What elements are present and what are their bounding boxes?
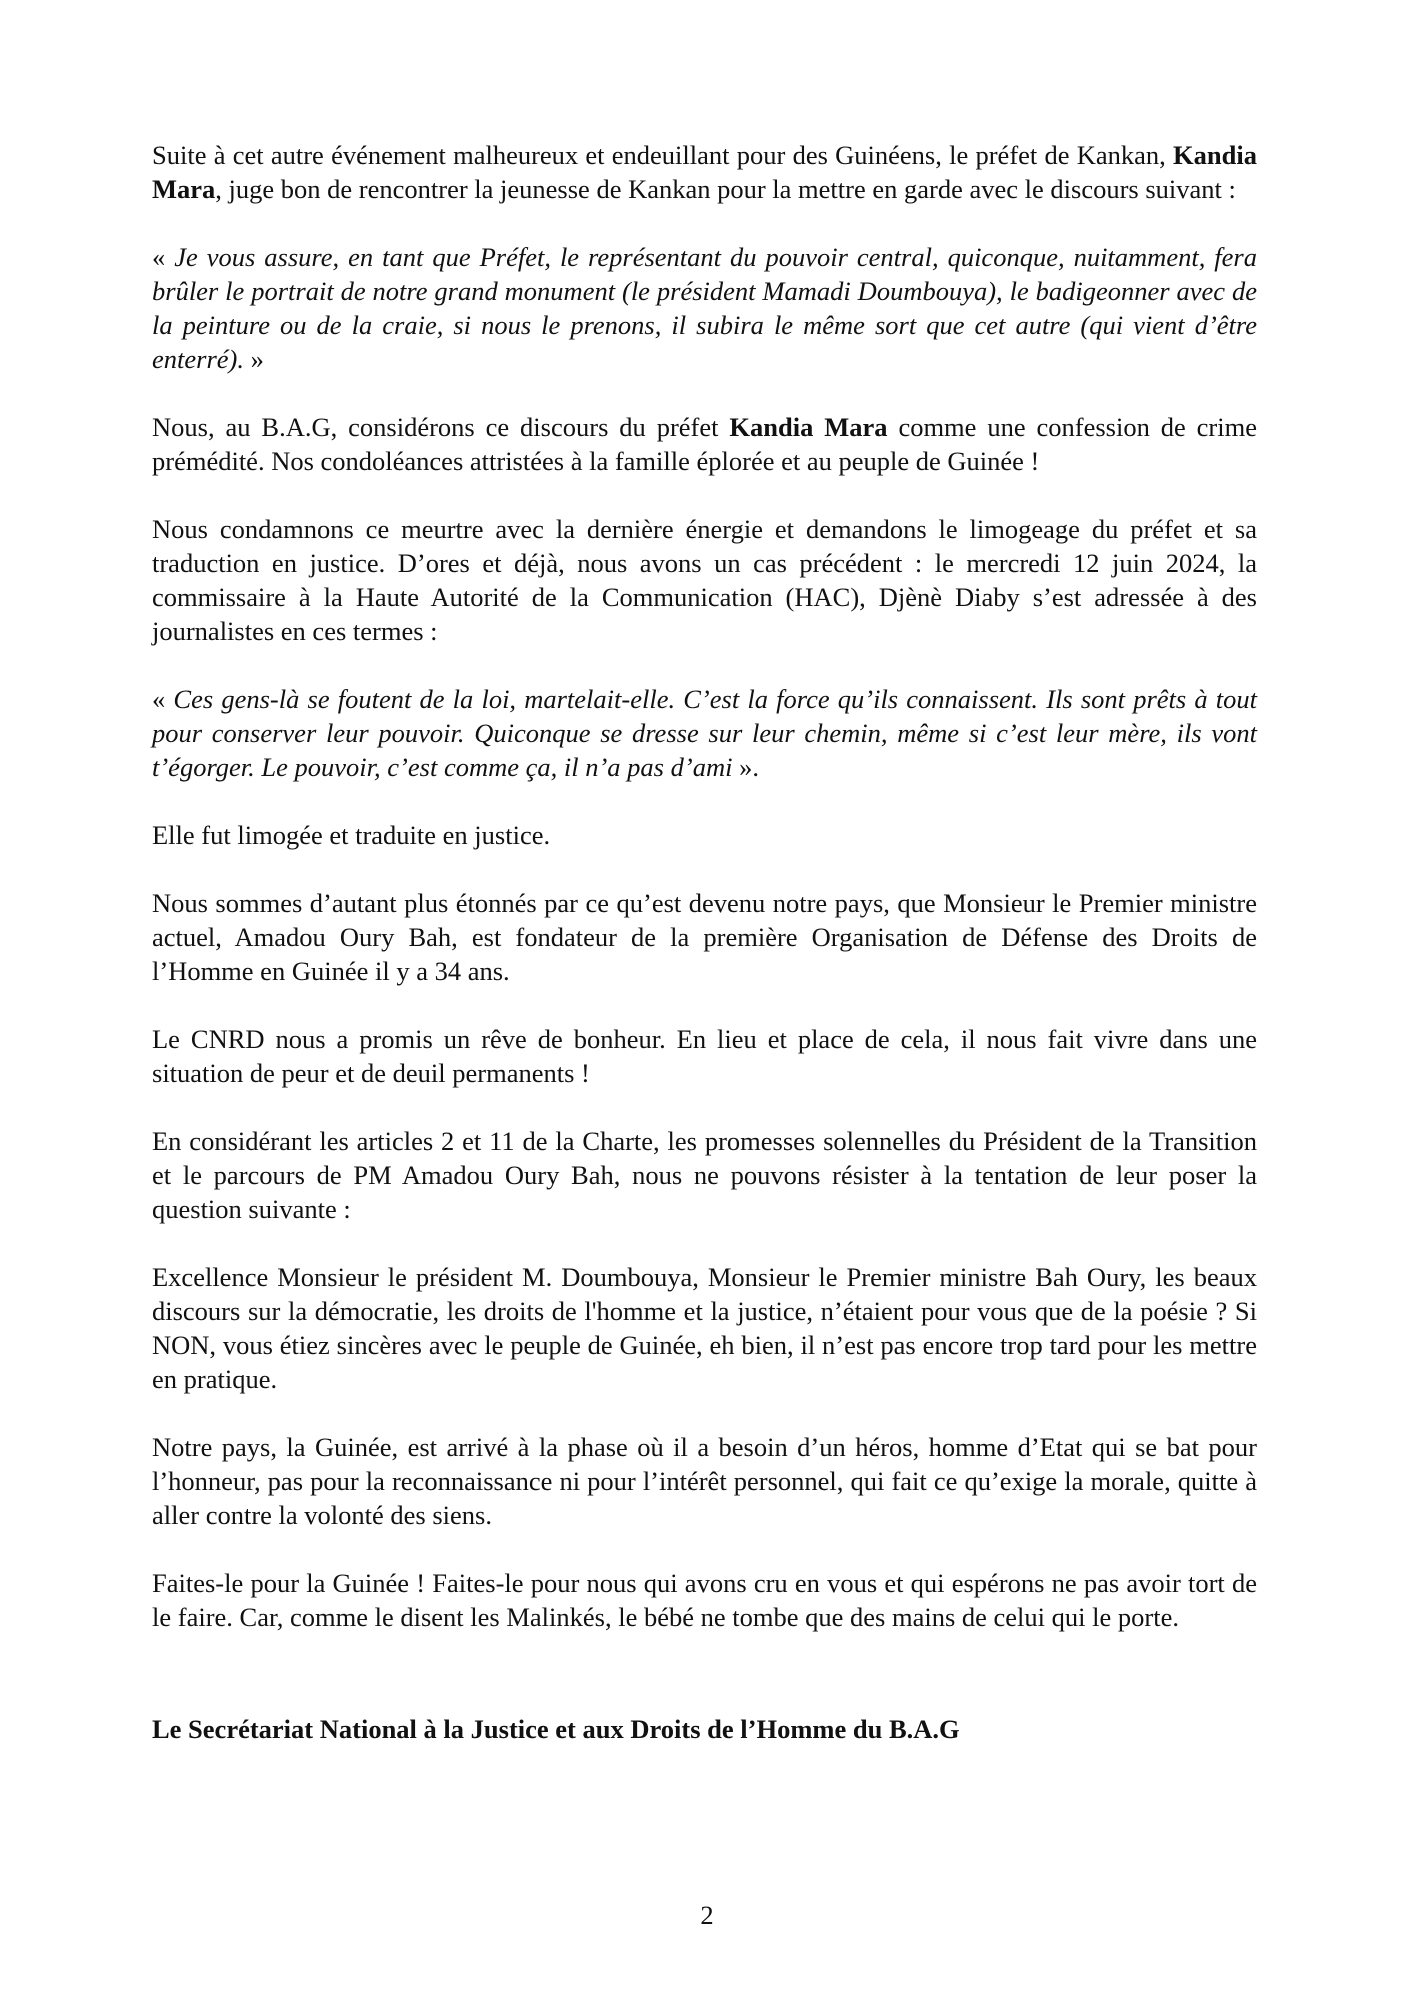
quote-close-mark: ». xyxy=(732,752,759,782)
confession-text-start: Nous, au B.A.G, considérons ce discours du préfet xyxy=(152,412,730,442)
paragraph-dismissal: Elle fut limogée et traduite en justice. xyxy=(152,820,551,850)
quote-hac-text: Ces gens-là se foutent de la loi, martelait-elle. C’est la force qu’ils connaissent. Ils sont prêts à tout pour conserver leur pouvoir. Quiconque se dresse sur leur chemin, même si c’est leur mère, ils vont t’égorger. Le pouvoir, c’est comme ça, il n’a pas d’ami xyxy=(152,684,1257,782)
quote-open-mark: « xyxy=(152,684,174,714)
paragraph-question: Excellence Monsieur le président M. Doumbouya, Monsieur le Premier ministre Bah Oury, les beaux discours sur la démocratie, les droits de l'homme et la justice, n’étaient pour vous que de la poésie ? Si NON, vous étiez sincères avec le peuple de Guinée, eh bien, il n’est pas encore trop tard pour les mettre en pratique. xyxy=(152,1262,1257,1394)
intro-text-end: , juge bon de rencontrer la jeunesse de Kankan pour la mettre en garde avec le discours suivant : xyxy=(215,174,1236,204)
paragraph-charter: En considérant les articles 2 et 11 de la Charte, les promesses solennelles du Président de la Transition et le parcours de PM Amadou Oury Bah, nous ne pouvons résister à la tentation de leur poser la question suivante : xyxy=(152,1126,1257,1224)
signature: Le Secrétariat National à la Justice et aux Droits de l’Homme du B.A.G xyxy=(152,1714,960,1744)
quote-open-mark: « xyxy=(152,242,175,272)
quote-prefect-text: Je vous assure, en tant que Préfet, le représentant du pouvoir central, quiconque, nuitamment, fera brûler le portrait de notre grand monument (le président Mamadi Doumbouya), le badigeonner avec de la peinture ou de la craie, si nous le prenons, il subira le même sort que cet autre (qui vient d’être enterré). xyxy=(152,242,1257,374)
prefect-name: Kandia Mara xyxy=(729,412,888,442)
prefect-name: Kandia Mara xyxy=(152,140,1257,204)
quote-prefect xyxy=(152,240,1257,376)
paragraph-cnrd: Le CNRD nous a promis un rêve de bonheur. En lieu et place de cela, il nous fait vivre dans une situation de peur et de deuil permanents ! xyxy=(152,1024,1257,1088)
paragraph-closing: Faites-le pour la Guinée ! Faites-le pour nous qui avons cru en vous et qui espérons ne pas avoir tort de le faire. Car, comme le disent les Malinkés, le bébé ne tombe que des mains de celui qui le porte. xyxy=(152,1568,1257,1632)
intro-text-start: Suite à cet autre événement malheureux et endeuillant pour des Guinéens, le préfet de Kankan, xyxy=(152,140,1174,170)
paragraph-condemnation: Nous condamnons ce meurtre avec la dernière énergie et demandons le limogeage du préfet et sa traduction en justice. D’ores et déjà, nous avons un cas précédent : le mercredi 12 juin 2024, la commissaire à la Haute Autorité de la Communication (HAC), Djènè Diaby s’est adressée à des journalistes en ces termes : xyxy=(152,514,1257,646)
paragraph-prime-minister: Nous sommes d’autant plus étonnés par ce qu’est devenu notre pays, que Monsieur le Premier ministre actuel, Amadou Oury Bah, est fondateur de la première Organisation de Défense des Droits de l’Homme en Guinée il y a 34 ans. xyxy=(152,888,1257,986)
paragraph-confession xyxy=(152,410,1257,478)
confession-text-end: comme une confession de crime prémédité. Nos condoléances attristées à la famille éplorée et au peuple de Guinée ! xyxy=(152,412,1257,476)
paragraph-intro xyxy=(152,138,1257,206)
page-number: 2 xyxy=(700,1900,714,1930)
paragraph-hero: Notre pays, la Guinée, est arrivé à la phase où il a besoin d’un héros, homme d’Etat qui se bat pour l’honneur, pas pour la reconnaissance ni pour l’intérêt personnel, qui fait ce qu’exige la morale, quitte à aller contre la volonté des siens. xyxy=(152,1432,1257,1530)
quote-hac xyxy=(152,682,1257,784)
document-body xyxy=(152,138,1257,1780)
quote-close-mark: » xyxy=(243,344,264,374)
